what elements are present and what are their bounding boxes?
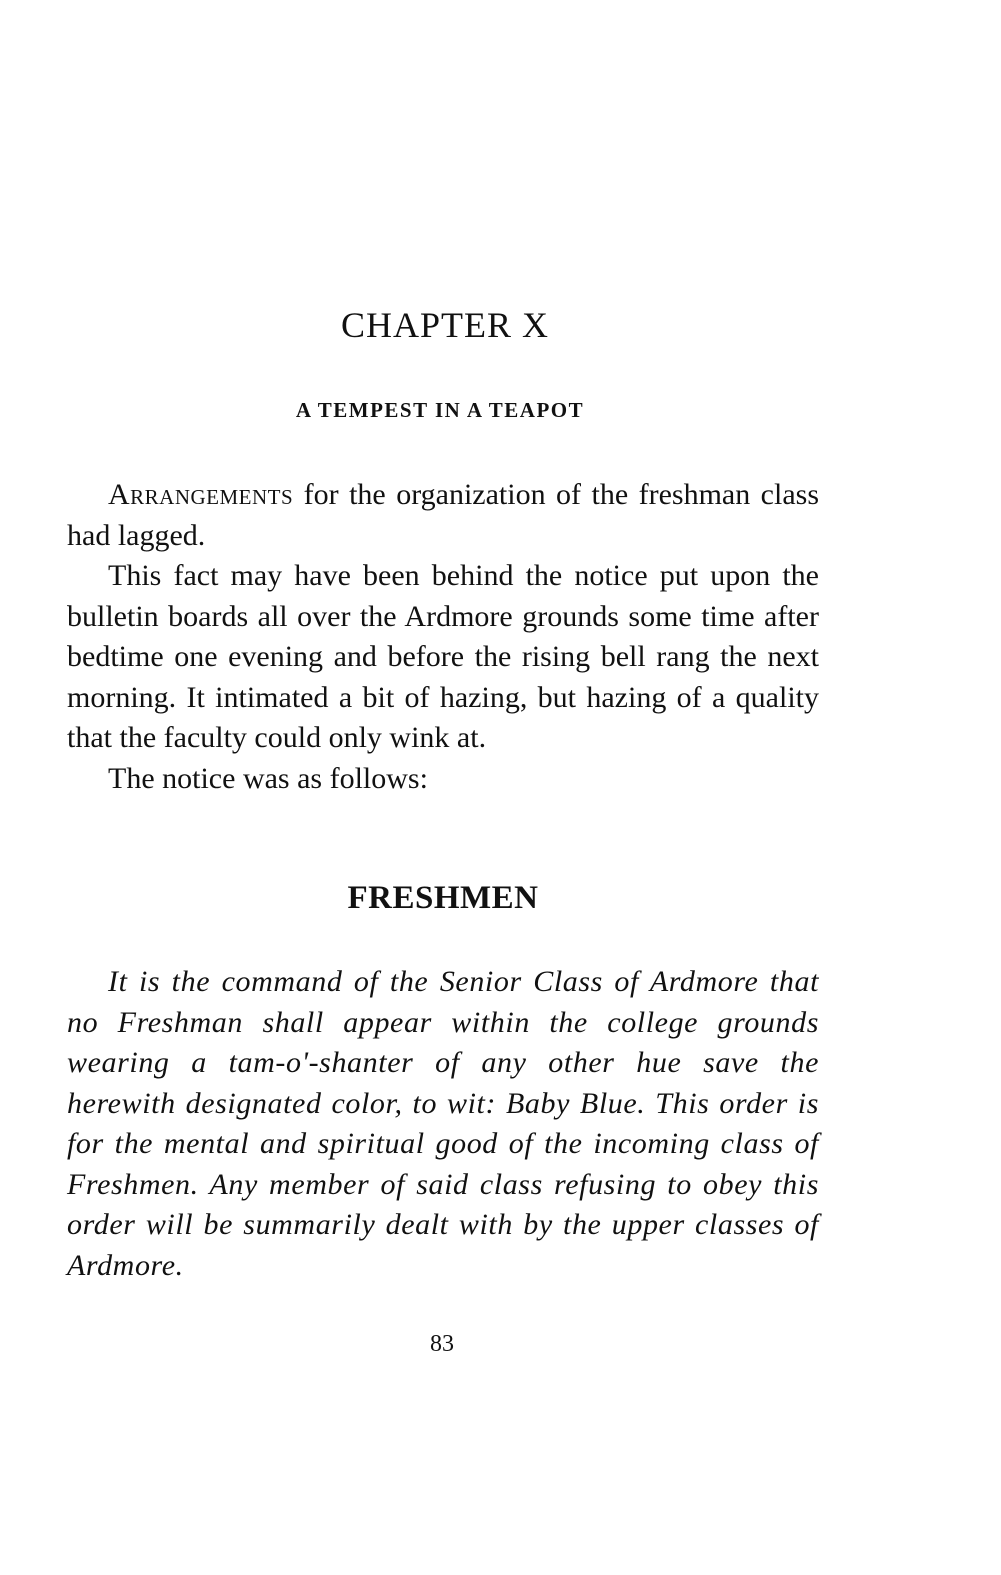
lead-word: Arrangements	[108, 478, 294, 511]
paragraph-2: This fact may have been behind the notice put upon the bulletin boards all over the Ardmore grounds some time after bedtime one evening and before the rising bell rang the next morning. It intimated a bit of hazing, but hazing of a quality that the faculty could only wink at.	[67, 559, 819, 754]
chapter-subtitle: A TEMPEST IN A TEAPOT	[295, 398, 585, 422]
chapter-heading: CHAPTER X	[340, 305, 550, 345]
body-text	[67, 475, 819, 799]
paragraph-1	[67, 475, 819, 556]
notice-heading: FRESHMEN	[347, 880, 539, 916]
notice-text: It is the command of the Senior Class of Ardmore that no Freshman shall appear within the college grounds wearing a tam-o'-shanter of any other hue save the herewith designated color, to wit: Baby Blue. This order is for the mental and spiritual good of the incoming class of Freshmen. Any member of said class refusing to obey this order will be summarily dealt with by the upper classes of Ardmore.	[67, 965, 819, 1282]
paragraph-3: The notice was as follows:	[108, 761, 428, 795]
page-number: 83	[430, 1331, 454, 1357]
paragraph-1-rest: for the organization of the freshman class had lagged.	[67, 478, 819, 552]
